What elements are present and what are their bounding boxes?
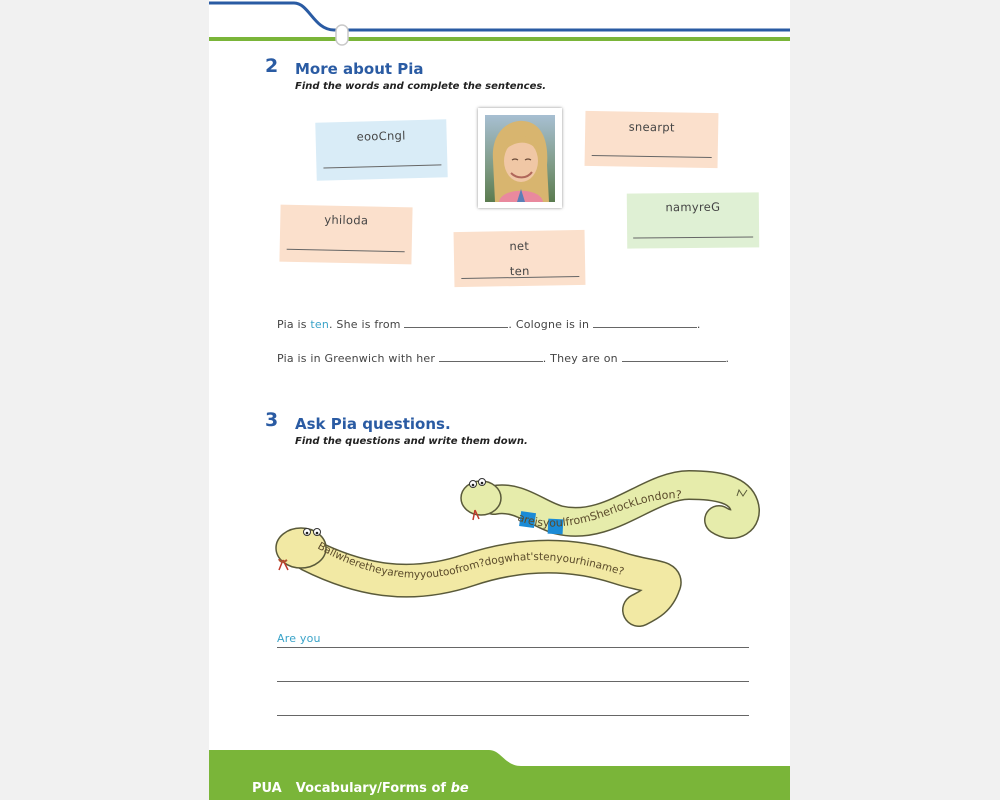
blank-line[interactable]	[622, 351, 726, 362]
word-card-holiday	[279, 205, 412, 265]
footer-code: PUA	[252, 781, 282, 796]
blank-line[interactable]	[439, 351, 543, 362]
sentence-2	[277, 351, 729, 365]
word-card-parents	[585, 111, 719, 168]
card-answer: ten	[509, 263, 530, 279]
blank-line[interactable]	[404, 317, 508, 328]
snake-2-text: Ballwheretheyaremyyoutoofrom?dogwhat'stenyourhiname?	[315, 540, 626, 581]
sentence-text: .	[725, 352, 730, 365]
exercise-3-number: 3	[265, 409, 279, 431]
worksheet-page	[209, 0, 790, 800]
exercise-3-title: Ask Pia questions.	[295, 415, 451, 433]
answer-start-text: Are you	[277, 632, 321, 645]
sentence-text: Pia is	[277, 318, 311, 331]
exercise-2-title: More about Pia	[295, 60, 424, 78]
word-card-ten	[454, 230, 586, 287]
word-card-germany	[627, 192, 759, 248]
answer-line[interactable]	[287, 249, 405, 252]
writing-line-1[interactable]	[277, 647, 749, 648]
sentence-text: . She is from	[329, 318, 405, 331]
girl-portrait-image	[485, 115, 555, 202]
snake-1	[461, 479, 747, 535]
sentence-text: .	[696, 318, 701, 331]
scrambled-word: net	[509, 238, 530, 254]
writing-line-2[interactable]	[277, 681, 749, 682]
scrambled-word: snearpt	[628, 119, 675, 135]
word-snakes-illustration	[209, 460, 790, 630]
answer-line[interactable]	[633, 236, 753, 238]
writing-line-3[interactable]	[277, 715, 749, 716]
sentence-text: . They are on	[542, 352, 622, 365]
exercise-2-instruction: Find the words and complete the sentences.	[295, 81, 547, 92]
sentence-text: . Cologne is in	[508, 318, 593, 331]
footer-title-italic: be	[450, 781, 469, 796]
footer-bar	[209, 750, 790, 800]
scrambled-word: yhiloda	[324, 212, 369, 228]
sentence-answer: ten	[310, 318, 330, 331]
sentence-text: Pia is in Greenwich with her	[277, 352, 439, 365]
word-card-cologne	[315, 119, 447, 180]
exercise-3-instruction: Find the questions and write them down.	[295, 436, 528, 447]
footer-title	[252, 781, 469, 796]
exercise-2-number: 2	[265, 55, 279, 77]
footer-title-text: Vocabulary/Forms of	[295, 781, 451, 796]
scrambled-word: eooCngl	[356, 128, 406, 144]
answer-line[interactable]	[592, 155, 712, 158]
snake-2	[276, 528, 665, 610]
answer-line[interactable]	[323, 164, 441, 168]
scrambled-word: namyreG	[665, 199, 721, 215]
sentence-1	[277, 317, 701, 331]
top-decoration	[209, 0, 790, 50]
pia-photo	[478, 108, 562, 208]
blank-line[interactable]	[593, 317, 697, 328]
snake-1-text: areisyoulfromSherlockLondon?	[515, 488, 682, 530]
